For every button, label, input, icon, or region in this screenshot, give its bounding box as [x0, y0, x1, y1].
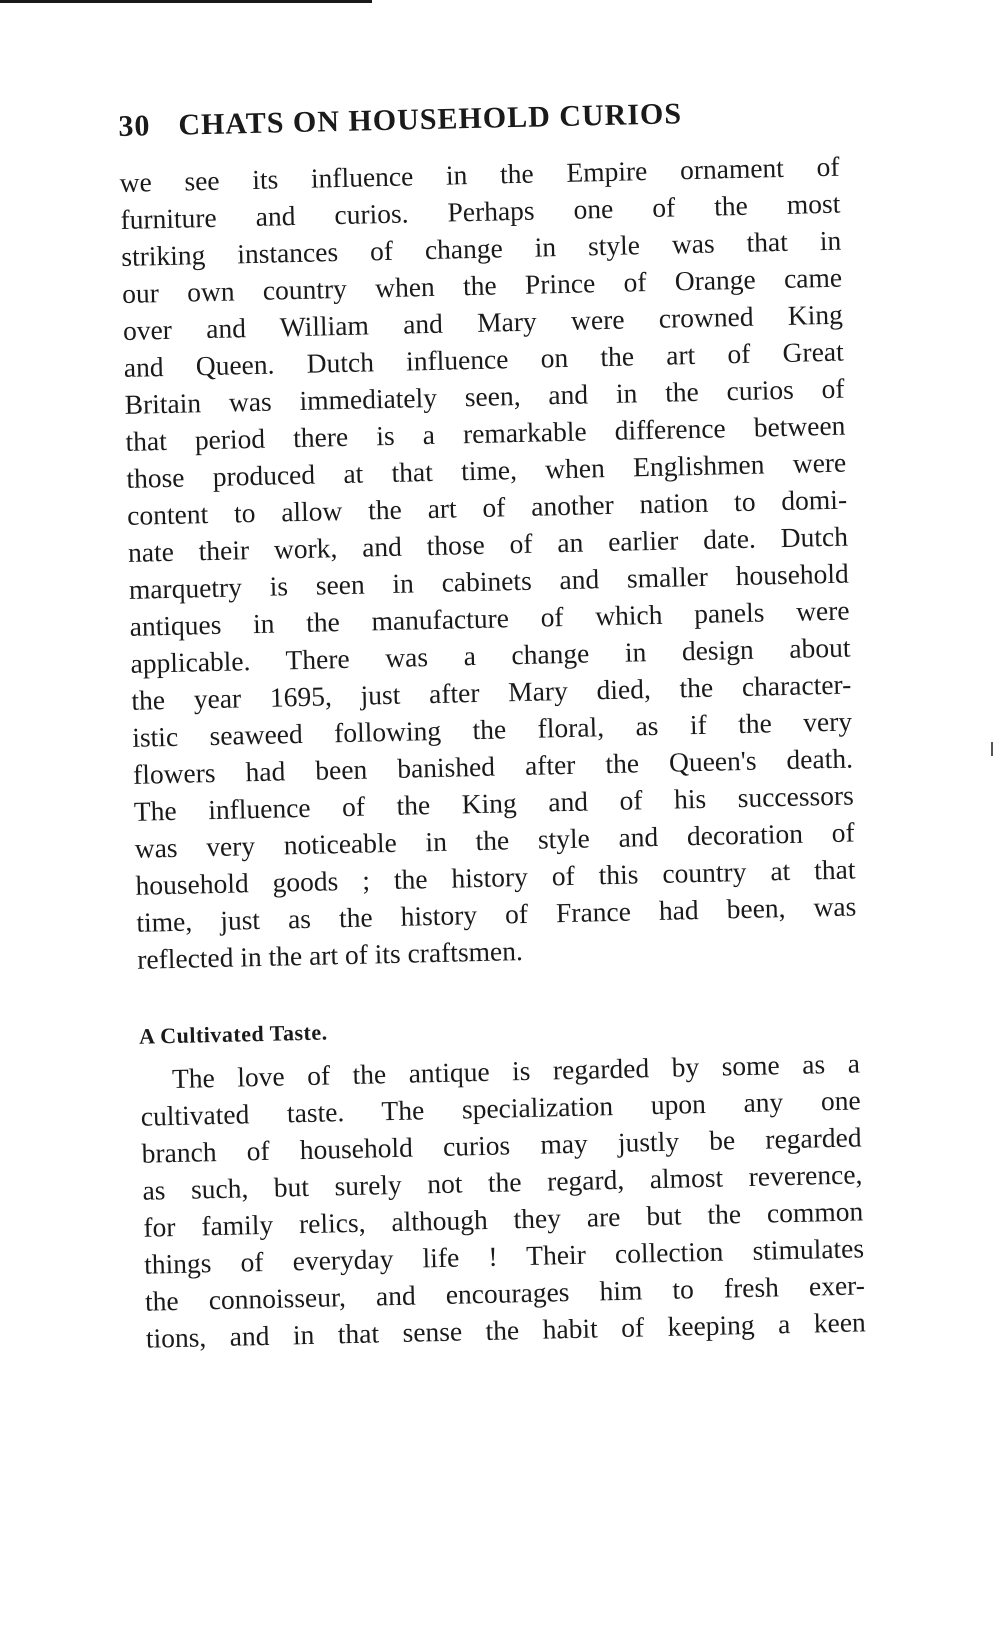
text-line: the year 1695, just after Mary died, the character-: [131, 668, 852, 716]
text-line: Britain was immediately seen, and in the curios of: [124, 372, 845, 420]
text-line: furniture and curios. Perhaps one of the most: [120, 187, 841, 235]
text-line: branch of household curios may justly be regarded: [141, 1121, 862, 1169]
text-line: as such, but surely not the regard, almost reverence,: [142, 1158, 863, 1206]
text-line: reflected in the art of its craftsmen.: [136, 935, 524, 975]
text-line: content to allow the art of another nation to domi-: [126, 483, 848, 531]
text-line: cultivated taste. The specialization upon any one: [140, 1084, 862, 1132]
text-line: flowers had been banished after the Queen's death.: [132, 742, 854, 790]
running-title: CHATS ON HOUSEHOLD CURIOS: [177, 97, 683, 142]
text-line: time, just as the history of France had been, was: [136, 890, 857, 938]
book-page: [118, 94, 866, 1357]
text-line: nate their work, and those of an earlier date. Dutch: [127, 520, 849, 568]
text-line: The love of the antique is regarded by some as a: [171, 1047, 861, 1095]
text-line: household goods ; the history of this country at that: [135, 853, 856, 901]
text-line: was very noticeable in the style and decoration of: [134, 816, 855, 864]
text-line: applicable. There was a change in design about: [130, 631, 851, 679]
text-line: things of everyday life ! Their collection stimulates: [143, 1232, 865, 1280]
text-line: and Queen. Dutch influence on the art of Great: [123, 335, 845, 383]
text-line: tions, and in that sense the habit of keeping a keen: [145, 1306, 867, 1354]
text-line: that period there is a remarkable difference between: [125, 409, 846, 457]
top-edge-rule: [0, 0, 372, 3]
text-line: istic seaweed following the floral, as if the very: [131, 705, 853, 753]
page-number: 30: [118, 109, 151, 143]
paragraph-cultivated-taste: [140, 1044, 867, 1356]
paragraph-empire-influence: [119, 148, 857, 978]
text-line: antiques in the manufacture of which panels were: [129, 594, 850, 642]
text-line: we see its influence in the Empire ornament of: [119, 150, 840, 198]
section-heading: A Cultivated Taste.: [138, 1019, 328, 1049]
text-line: marquetry is seen in cabinets and smaller household: [128, 557, 850, 605]
text-line: striking instances of change in style was that in: [120, 224, 842, 272]
margin-mark: [991, 742, 993, 756]
text-line: The influence of the King and of his successors: [133, 779, 855, 827]
text-line: our own country when the Prince of Orange came: [121, 261, 843, 309]
text-line: the connoisseur, and encourages him to fresh exer-: [144, 1269, 866, 1317]
text-line: over and William and Mary were crowned King: [122, 298, 844, 346]
text-line: those produced at that time, when Englishmen were: [126, 446, 847, 494]
text-line: for family relics, although they are but the common: [143, 1195, 864, 1243]
